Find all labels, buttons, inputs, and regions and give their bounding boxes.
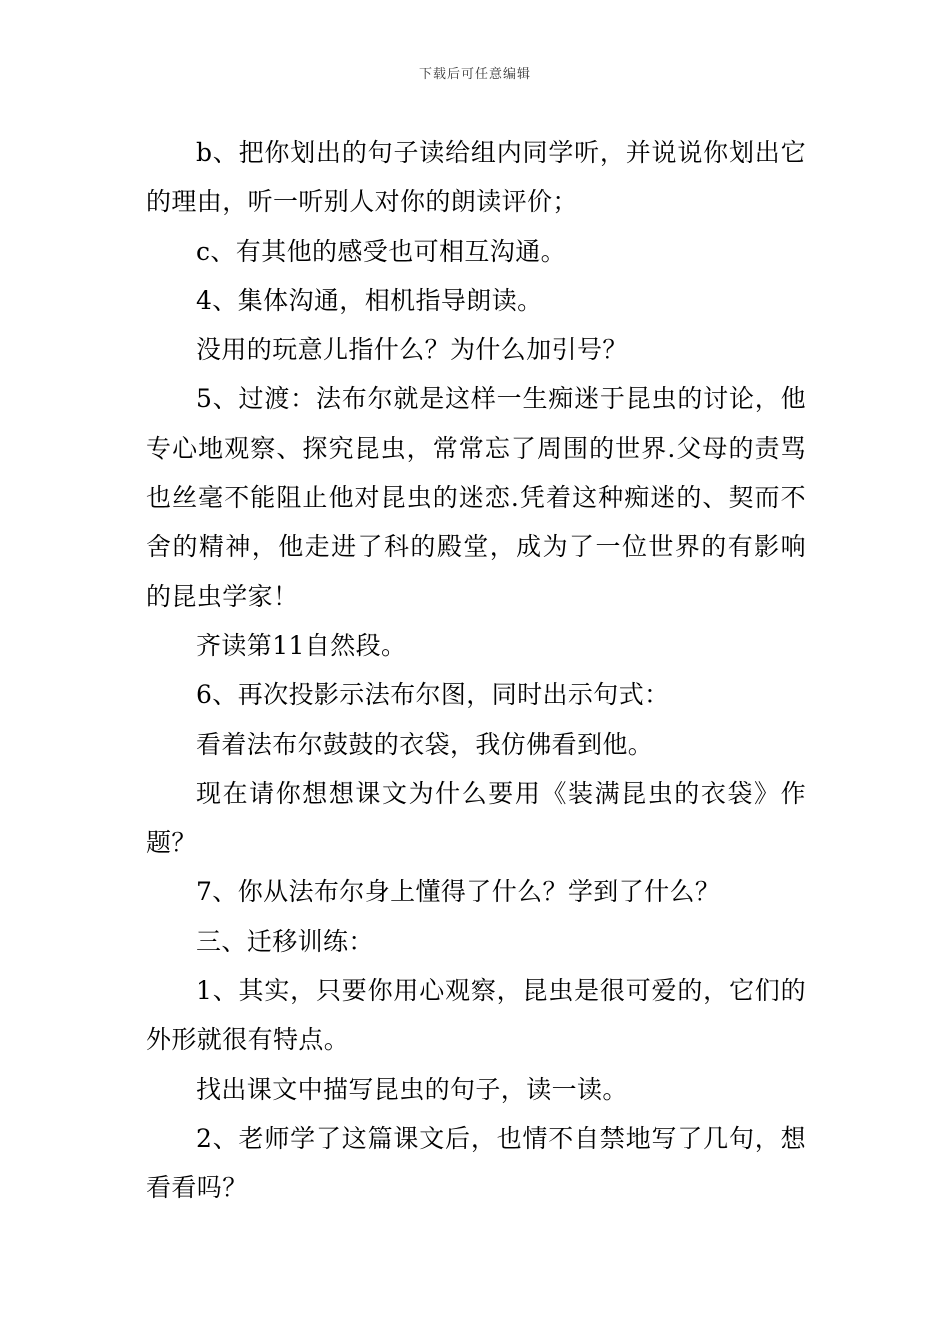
page-header: 下载后可任意编辑 (418, 67, 531, 82)
paragraph: 6、再次投影示法布尔图，同时出示句式： (196, 680, 670, 710)
paragraph: 4、集体沟通，相机指导朗读。 (196, 285, 543, 315)
document-body (146, 128, 806, 1213)
paragraph: 找出课文中描写昆虫的句子，读一读。 (196, 1074, 628, 1104)
paragraph: 1、其实，只要你用心观察，昆虫是很可爱的，它们的外形就很有特点。 (146, 976, 806, 1055)
paragraph: 5、过渡：法布尔就是这样一生痴迷于昆虫的讨论，他专心地观察、探究昆虫，常常忘了周围的世界.父母的责骂也丝毫不能阻止他对昆虫的迷恋.凭着这种痴迷的、契而不舍的精神，他走进了科的殿堂，成为了一位世界的有影响的昆虫学家！ (146, 384, 806, 611)
paragraph: 7、你从法布尔身上懂得了什么？学到了什么？ (196, 877, 721, 907)
paragraph: 没用的玩意儿指什么？为什么加引号？ (196, 335, 628, 365)
paragraph: 三、迁移训练： (196, 926, 374, 956)
paragraph: b、把你划出的句子读给组内同学听，并说说你划出它的理由，听一听别人对你的朗读评价； (146, 138, 806, 217)
paragraph: 现在请你想想课文为什么要用《装满昆虫的衣袋》作题？ (146, 778, 806, 858)
paragraph: 2、老师学了这篇课文后，也情不自禁地写了几句，想看看吗？ (146, 1123, 806, 1203)
paragraph: 看着法布尔鼓鼓的衣袋，我仿佛看到他。 (196, 729, 654, 759)
paragraph: c、有其他的感受也可相互沟通。 (196, 236, 567, 266)
paragraph: 齐读第11自然段。 (196, 630, 407, 660)
